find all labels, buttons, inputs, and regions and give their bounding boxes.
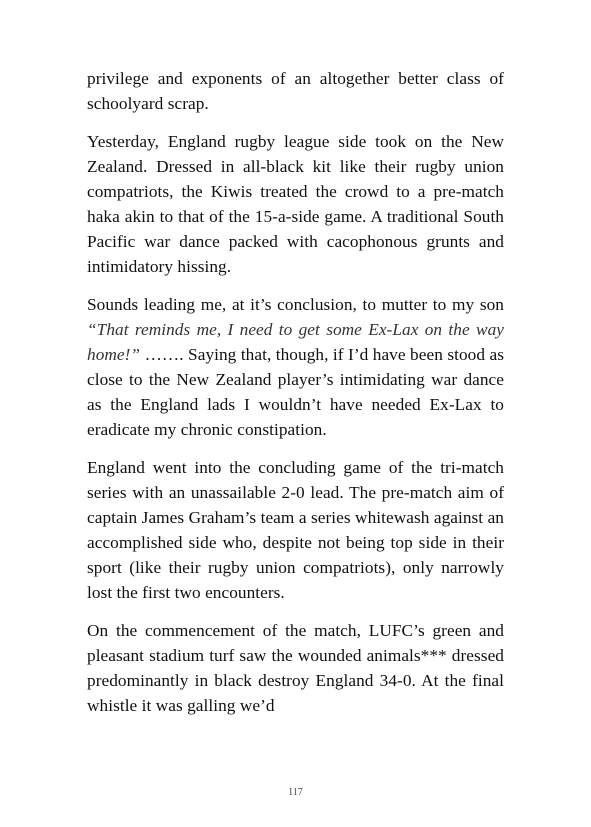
paragraph-5: On the commencement of the match, LUFC’s green and pleasant stadium turf saw the wounded animals*** dressed predominantly in black destroy England 34-0. At the final whistle it was galling we’d	[87, 621, 504, 715]
body-text	[87, 66, 504, 731]
paragraph-4: England went into the concluding game of the tri-match series with an unassailable 2-0 lead. The pre-match aim of captain James Graham’s team a series whitewash against an accomplished side who, despite not being top side in their sport (like their rugby union compatriots), only narrowly lost the first two encounters.	[87, 458, 504, 602]
paragraph-3-quote: “That reminds me, I need to get some Ex-Lax on the way home!”	[87, 320, 504, 364]
paragraph-3-lead: Sounds leading me, at it’s conclusion, to mutter to my son	[87, 295, 504, 314]
page-number: 117	[288, 787, 303, 798]
paragraph-3-rest: ……. Saying that, though, if I’d have been stood as close to the New Zealand player’s intimidating war dance as the England lads I wouldn’t have needed Ex-Lax to eradicate my chronic constipation.	[87, 345, 504, 439]
paragraph-2: Yesterday, England rugby league side took on the New Zealand. Dressed in all-black kit like their rugby union compatriots, the Kiwis treated the crowd to a pre-match haka akin to that of the 15-a-side game. A traditional South Pacific war dance packed with cacophonous grunts and intimidatory hissing.	[87, 132, 504, 276]
paragraph-3	[87, 292, 504, 442]
paragraph-1: privilege and exponents of an altogether better class of schoolyard scrap.	[87, 69, 504, 113]
